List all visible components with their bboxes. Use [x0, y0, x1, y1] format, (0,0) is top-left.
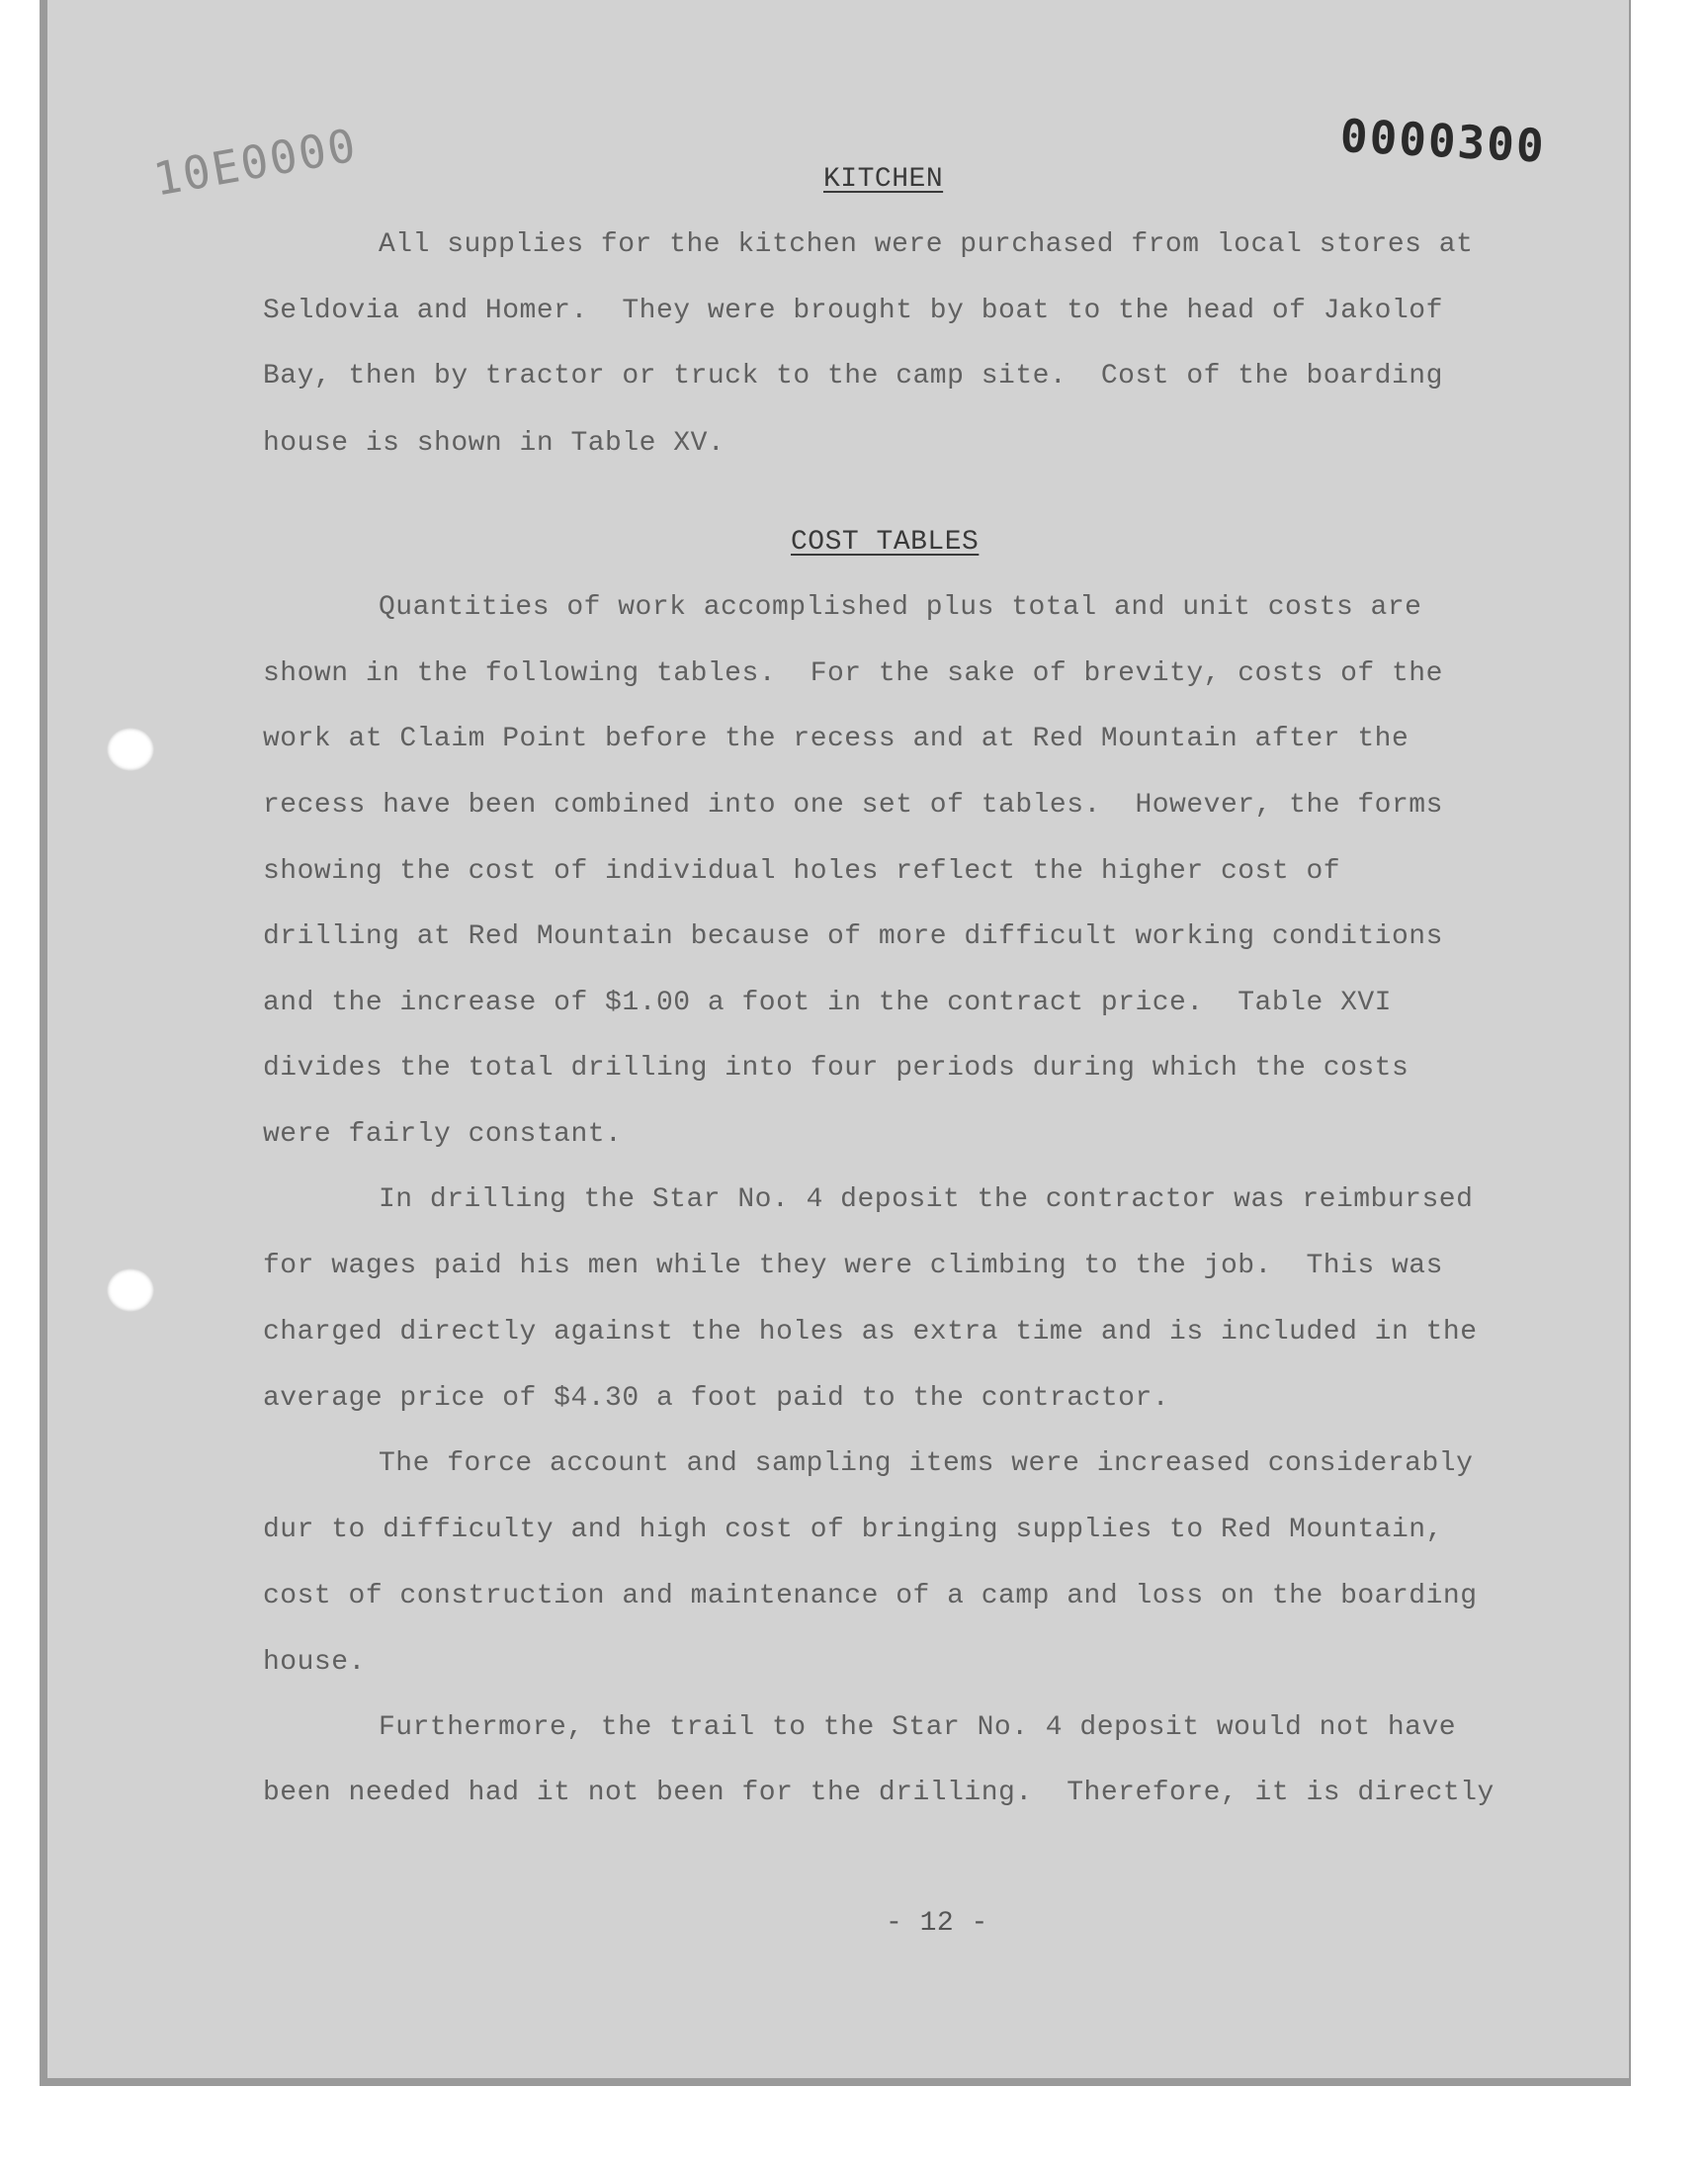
- punch-hole-top: [107, 728, 154, 771]
- kitchen-line: house is shown in Table XV.: [263, 428, 726, 459]
- paragraph-line: shown in the following tables. For the sake of brevity, costs of the: [263, 658, 1443, 689]
- page-number: - 12 -: [886, 1908, 988, 1939]
- paragraph-line: drilling at Red Mountain because of more difficult working conditions: [263, 921, 1443, 952]
- paragraph-line: Quantities of work accomplished plus total and unit costs are: [379, 592, 1422, 623]
- kitchen-heading: KITCHEN: [823, 164, 944, 195]
- kitchen-line: All supplies for the kitchen were purchased from local stores at: [379, 229, 1474, 260]
- paragraph-line: been needed had it not been for the drilling. Therefore, it is directly: [263, 1778, 1494, 1808]
- document-number: 0000300: [1338, 109, 1548, 173]
- paragraph-line: average price of $4.30 a foot paid to the contractor.: [263, 1383, 1170, 1414]
- paragraph-line: charged directly against the holes as extra time and is included in the: [263, 1317, 1478, 1348]
- kitchen-line: Bay, then by tractor or truck to the camp site. Cost of the boarding: [263, 361, 1443, 392]
- kitchen-line: Seldovia and Homer. They were brought by boat to the head of Jakolof: [263, 296, 1443, 326]
- paragraph-line: work at Claim Point before the recess and at Red Mountain after the: [263, 724, 1409, 754]
- paragraph-line: showing the cost of individual holes reflect the higher cost of: [263, 856, 1341, 887]
- paragraph-line: recess have been combined into one set of tables. However, the forms: [263, 790, 1443, 821]
- document-page: [47, 0, 1629, 2078]
- paragraph-line: The force account and sampling items were increased considerably: [379, 1448, 1474, 1479]
- paragraph-line: and the increase of $1.00 a foot in the contract price. Table XVI: [263, 988, 1392, 1018]
- paragraph-line: cost of construction and maintenance of a camp and loss on the boarding: [263, 1581, 1478, 1611]
- punch-hole-bottom: [107, 1268, 154, 1312]
- cost-tables-heading: COST TABLES: [791, 527, 980, 558]
- paragraph-line: In drilling the Star No. 4 deposit the contractor was reimbursed: [379, 1184, 1474, 1215]
- paragraph-line: Furthermore, the trail to the Star No. 4 deposit would not have: [379, 1712, 1457, 1743]
- paragraph-line: divides the total drilling into four periods during which the costs: [263, 1053, 1409, 1084]
- paragraph-line: house.: [263, 1647, 366, 1678]
- scan-bottom-margin: [0, 2086, 1708, 2175]
- paragraph-line: were fairly constant.: [263, 1119, 623, 1150]
- paragraph-line: dur to difficulty and high cost of bringing supplies to Red Mountain,: [263, 1515, 1443, 1545]
- paragraph-line: for wages paid his men while they were climbing to the job. This was: [263, 1251, 1443, 1281]
- archive-stamp: 10E0000: [149, 118, 362, 207]
